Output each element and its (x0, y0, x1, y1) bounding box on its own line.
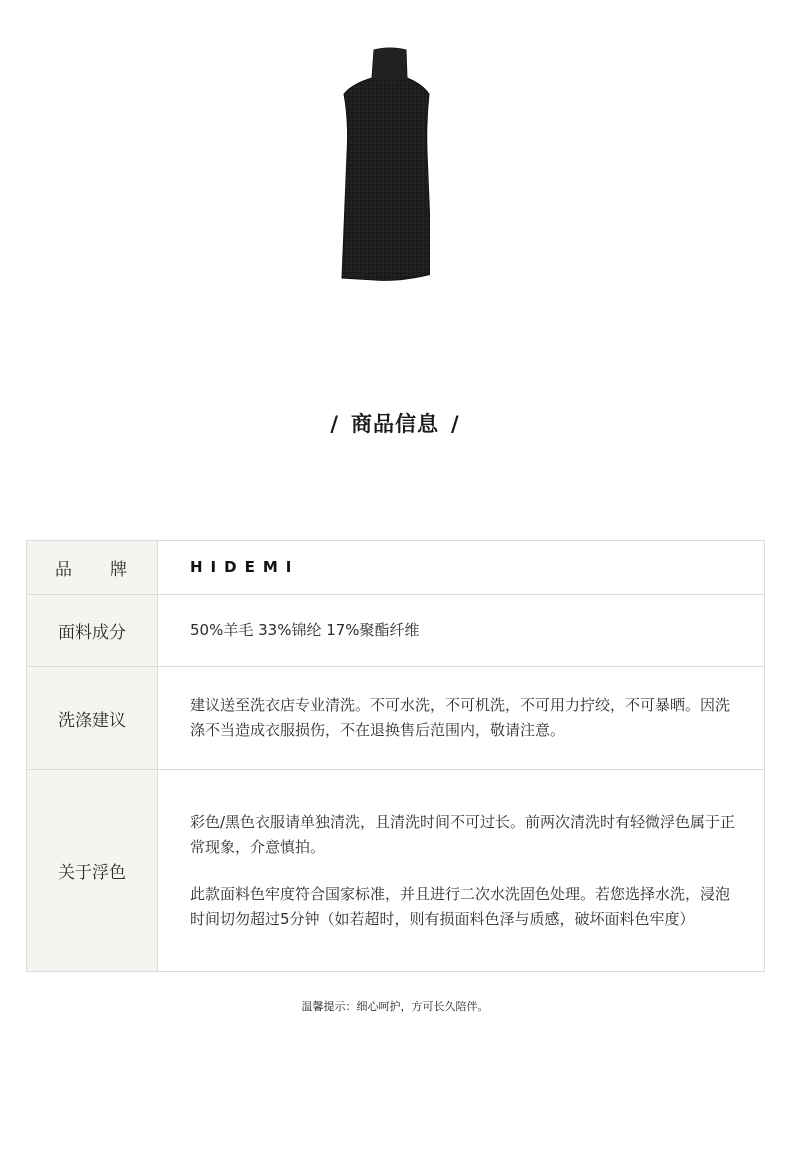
section-title (0, 408, 790, 438)
fabric-value: 50%羊毛 33%锦纶 17%聚酯纤维 (158, 595, 765, 667)
color-fade-label: 关于浮色 (27, 770, 158, 972)
color-fade-paragraph-1: 彩色/黑色衣服请单独清洗，且清洗时间不可过长。前两次清洗时有轻微浮色属于正常现象，介意慎拍。 (190, 812, 736, 856)
brand-label-char-2: 牌 (110, 560, 129, 580)
table-row-brand (27, 541, 765, 595)
title-slash-left: / (330, 412, 339, 436)
brand-label-char-1: 品 (55, 560, 74, 580)
table-row-fabric (27, 595, 765, 667)
title-text: 商品信息 (351, 412, 439, 436)
title-slash-right: / (451, 412, 460, 436)
fabric-label: 面料成分 (27, 595, 158, 667)
brand-label (27, 541, 158, 595)
product-image (330, 42, 430, 292)
washing-value: 建议送至洗衣店专业清洗。不可水洗，不可机洗，不可用力拧绞，不可暴晒。因洗涤不当造成衣服损伤，不在退换售后范围内，敬请注意。 (158, 667, 765, 770)
product-info-table (26, 540, 765, 972)
washing-label: 洗涤建议 (27, 667, 158, 770)
color-fade-value-cell (158, 770, 765, 972)
color-fade-paragraph-2: 此款面料色牢度符合国家标准，并且进行二次水洗固色处理。若您选择水洗，浸泡时间切勿超过5分钟（如若超时，则有损面料色泽与质感，破坏面料色牢度） (190, 884, 731, 928)
table-row-color-fade (27, 770, 765, 972)
brand-value-cell (158, 541, 765, 595)
sleeveless-turtleneck-dress-icon (330, 42, 430, 292)
brand-value: HIDEMI (190, 558, 300, 576)
footer-tip: 温馨提示：细心呵护，方可长久陪伴。 (301, 1000, 489, 1013)
table-row-washing (27, 667, 765, 770)
